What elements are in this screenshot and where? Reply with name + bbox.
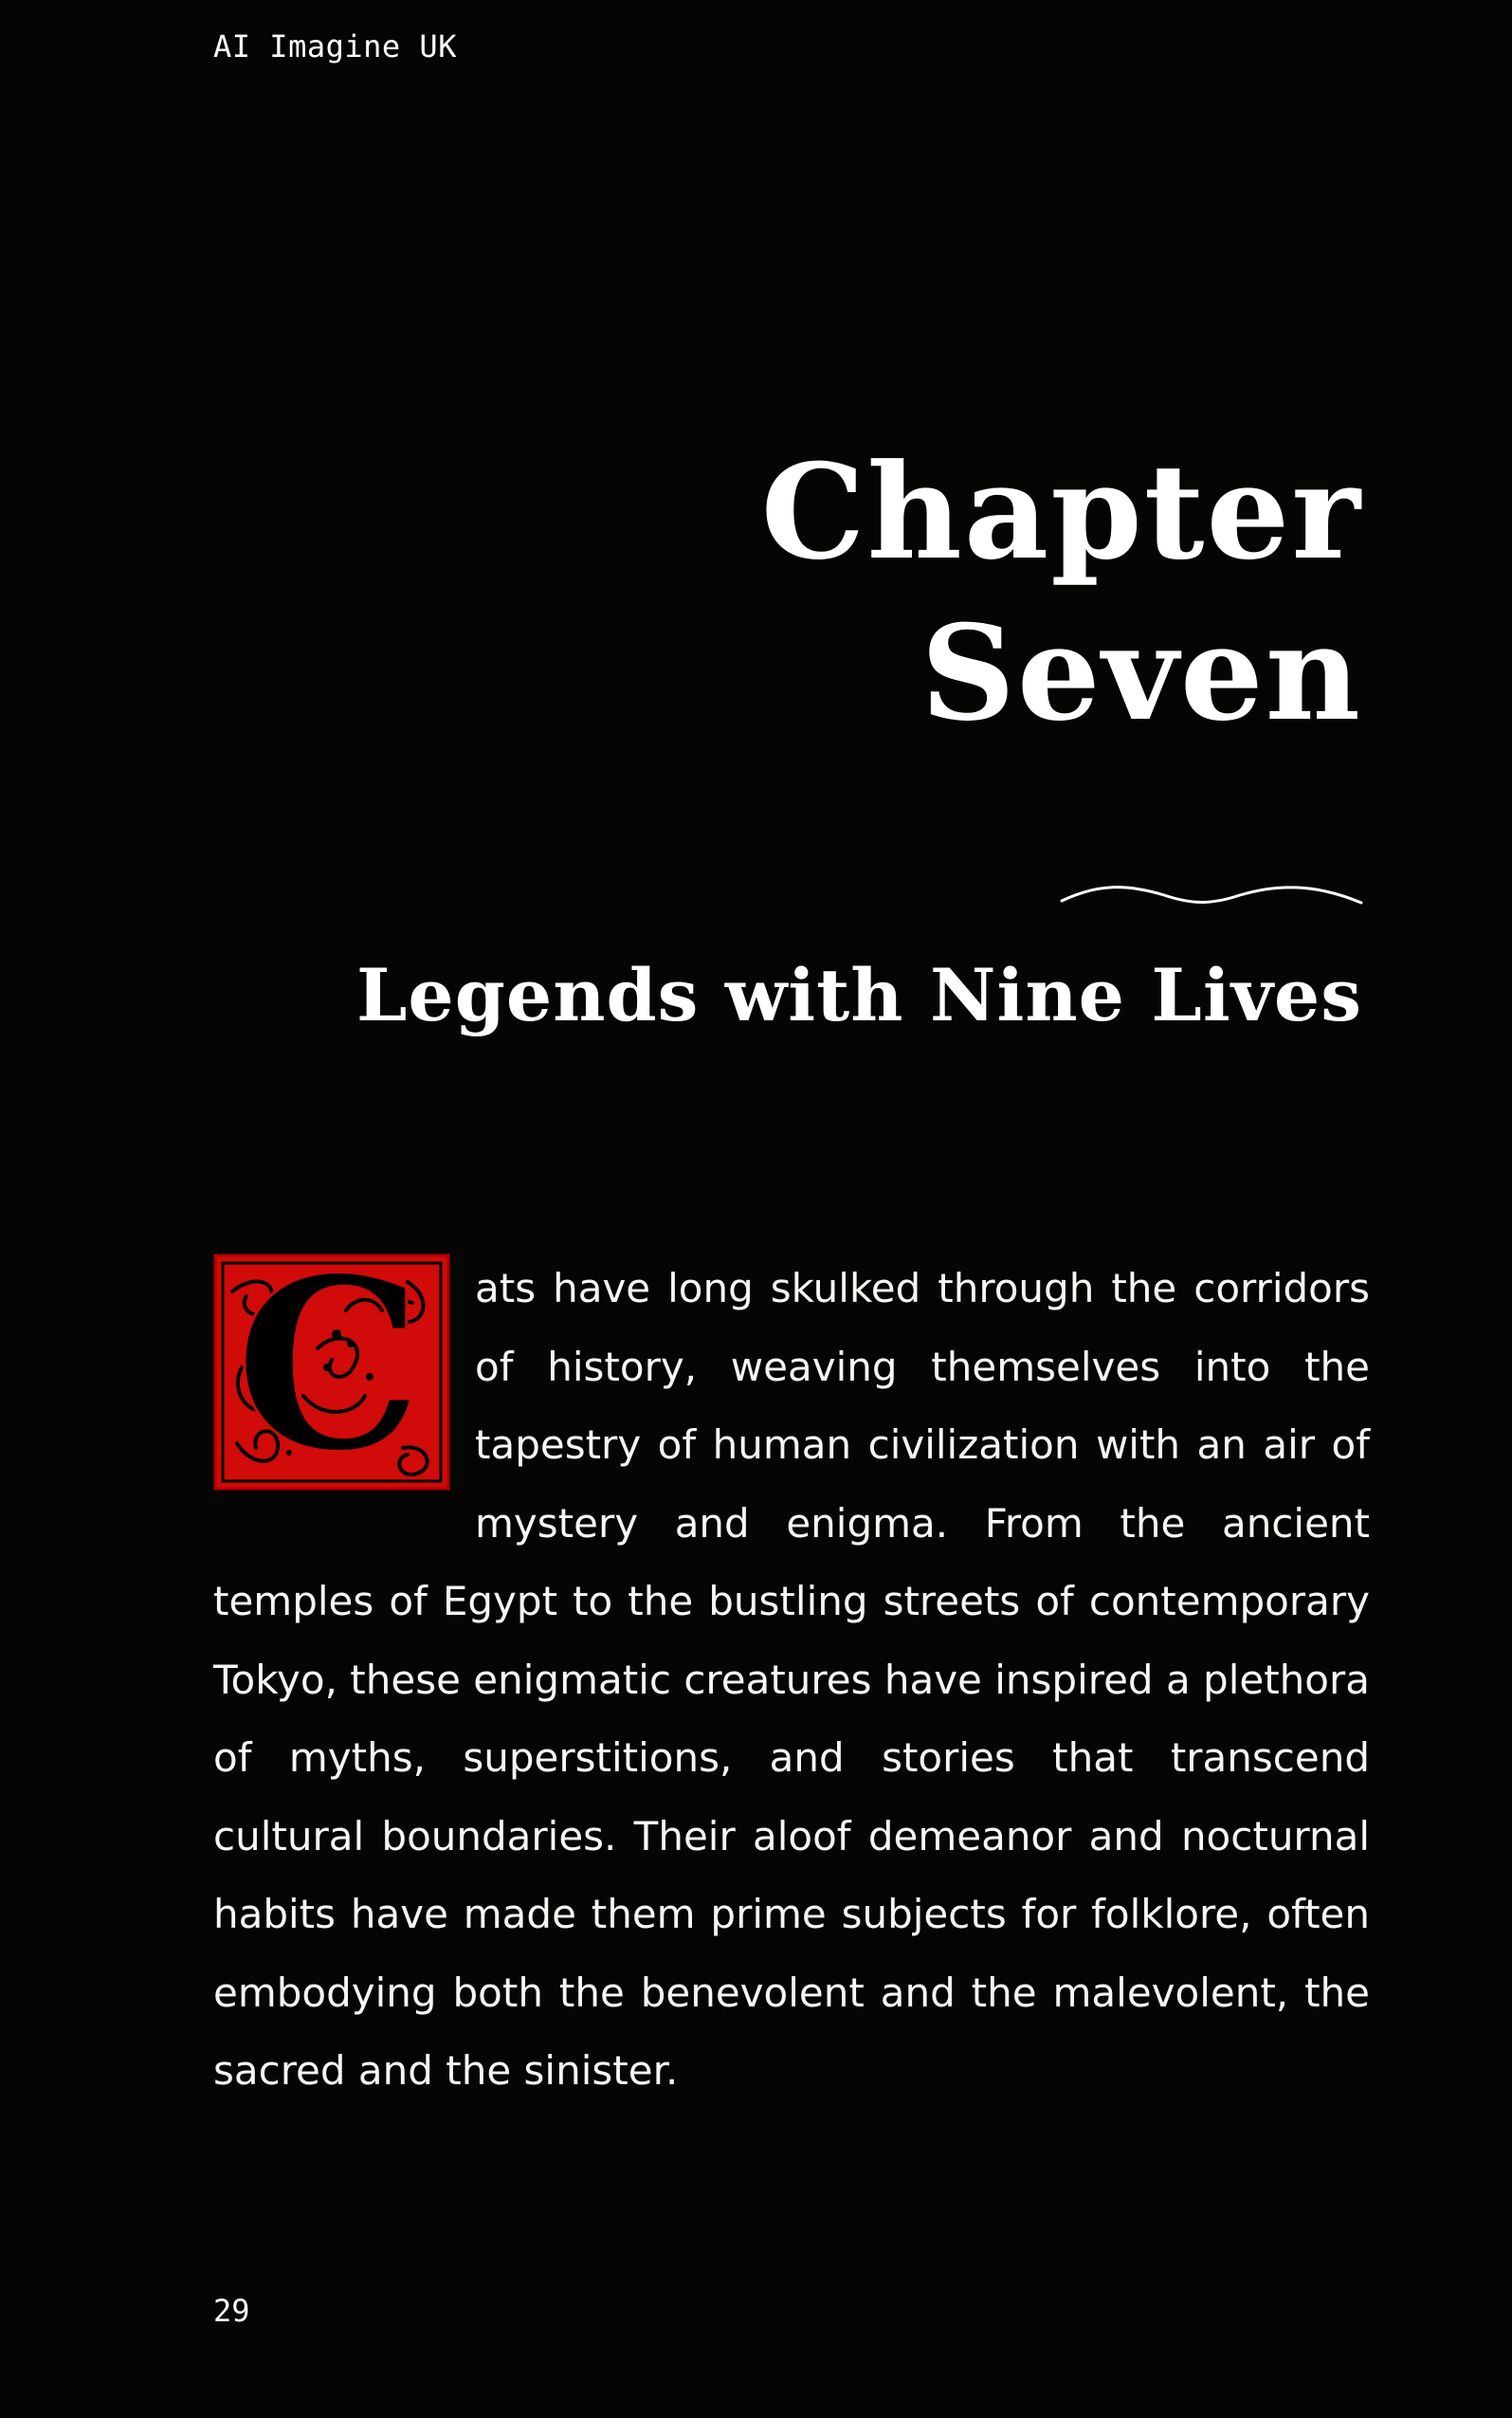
page-number: 29 [213,2293,250,2329]
chapter-title-line-1: Chapter [760,434,1362,589]
illuminated-drop-cap [213,1254,450,1491]
ornamental-initial-c [213,1254,450,1491]
svg-text:C: C [234,1254,424,1491]
wave-flourish-ornament [1060,882,1363,914]
body-paragraph [213,1250,1370,2111]
chapter-subtitle: Legends with Nine Lives [355,953,1362,1037]
body-paragraph-text: ats have long skulked through the corridors of history, weaving themselves into the tapestry of human civilization with an air of mystery and enigma. From the ancient temples of Egypt to the bustling streets of contemporary Tokyo, these enigmatic creatures have inspired a plethora of myths, superstitions, and stories that transcend cultural boundaries. Their aloof demeanor and nocturnal habits have made them prime subjects for folklore, often embodying both the benevolent and the malevolent, the sacred and the sinister. [213,1265,1370,2094]
chapter-title [509,431,1362,754]
chapter-title-line-2: Seven [920,595,1362,750]
running-header: AI Imagine UK [213,28,457,64]
